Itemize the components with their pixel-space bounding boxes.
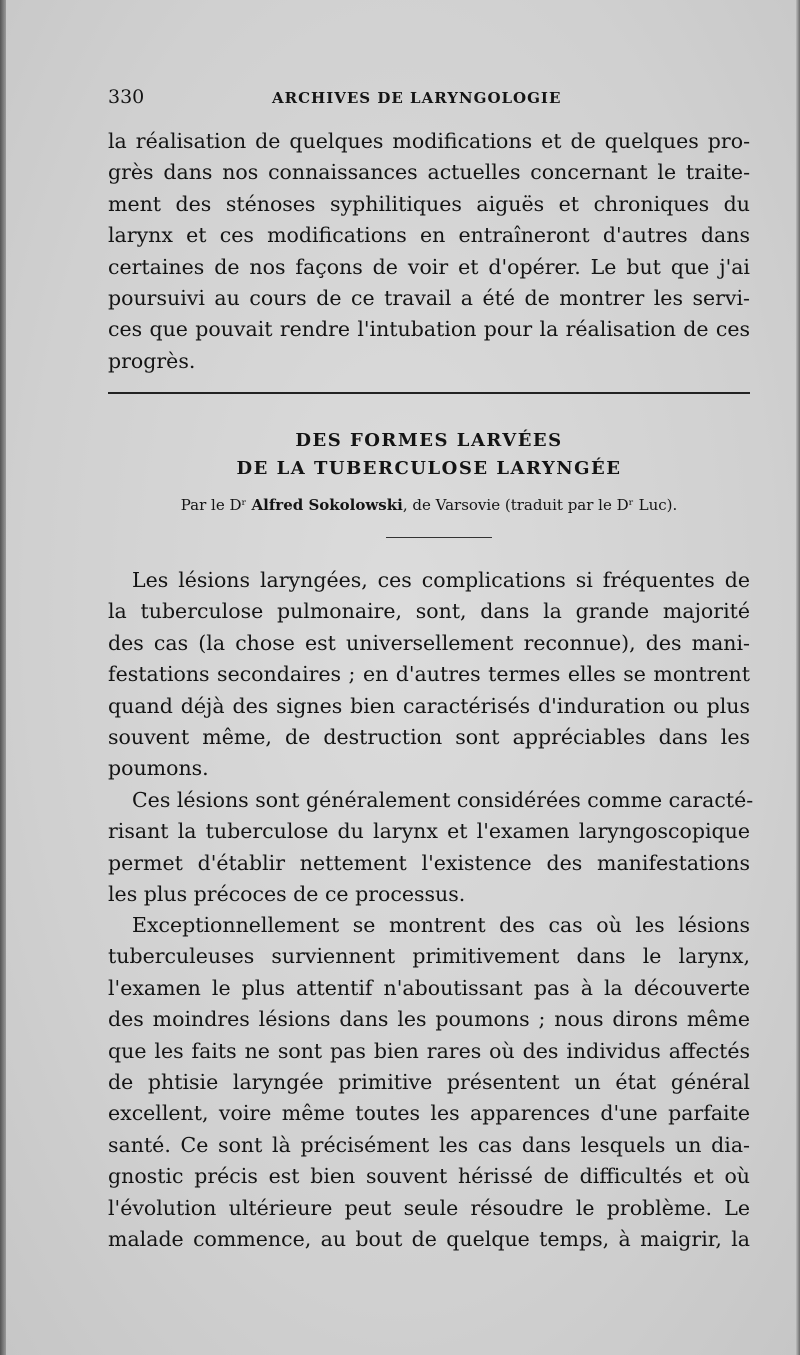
byline-prefix: Par le Dʳ [180, 496, 247, 514]
text-line: Ces lésions sont généralement considérées comme caracté- [132, 788, 754, 812]
text-line: tuberculeuses surviennent primitivement dans le larynx, [108, 944, 750, 969]
text-line: malade commence, au bout de quelque temps, à maigrir, la [108, 1227, 750, 1252]
text-line: ces que pouvait rendre l'intubation pour la réalisation de ces [108, 317, 750, 342]
page-number: 330 [108, 86, 145, 108]
text-line: poursuivi au cours de ce travail a été de montrer les servi- [108, 286, 750, 311]
text-line: poumons. [108, 756, 209, 781]
article-paragraph-2 [108, 785, 754, 911]
text-line: la tuberculose pulmonaire, sont, dans la grande majorité [108, 599, 750, 624]
text-line: l'évolution ultérieure peut seule résoudre le problème. Le [108, 1195, 750, 1220]
text-line: excellent, voire même toutes les apparences d'une parfaite [108, 1101, 750, 1126]
text-line: que les faits ne sont pas bien rares où des individus affectés [108, 1038, 750, 1063]
text-line: l'examen le plus attentif n'aboutissant pas à la découverte [108, 975, 750, 1000]
byline-divider [386, 537, 492, 538]
text-line: progrès. [108, 348, 196, 373]
section-divider [108, 392, 750, 394]
byline-author: Alfred Sokolowski [251, 496, 403, 514]
article-title-line-1: DES FORMES LARVÉES [295, 430, 563, 451]
text-line: santé. Ce sont là précisément les cas dans lesquels un dia- [108, 1132, 750, 1157]
page-right-edge [796, 0, 800, 1355]
text-line: gnostic précis est bien souvent hérissé de difficultés et où [108, 1164, 750, 1189]
text-line: festations secondaires ; en d'autres termes elles se montrent [108, 662, 750, 687]
text-line: des cas (la chose est universellement reconnue), des mani- [108, 630, 750, 655]
text-line: Exceptionnellement se montrent des cas où les lésions [132, 913, 750, 937]
text-line: risant la tuberculose du larynx et l'examen laryngoscopique [108, 819, 750, 844]
running-head [108, 86, 748, 116]
text-line: la réalisation de quelques modifications et de quelques pro- [108, 129, 750, 153]
article-paragraph-1 [108, 565, 750, 785]
text-line: grès dans nos connaissances actuelles concernant le traite- [108, 160, 750, 185]
text-line: souvent même, de destruction sont appréciables dans les [108, 725, 750, 750]
text-line: des moindres lésions dans les poumons ; nous dirons même [108, 1007, 750, 1032]
text-line: quand déjà des signes bien caractérisés d'induration ou plus [108, 693, 750, 718]
text-line: ment des sténoses syphilitiques aiguës et chroniques du [108, 191, 750, 216]
journal-title: ARCHIVES DE LARYNGOLOGIE [272, 89, 562, 107]
text-line: les plus précoces de ce processus. [108, 882, 466, 907]
byline-suffix: , de Varsovie (traduit par le Dʳ Luc). [402, 496, 678, 514]
article-title-line-2: DE LA TUBERCULOSE LARYNGÉE [236, 458, 622, 479]
article-paragraph-3 [108, 910, 750, 1255]
text-line: certaines de nos façons de voir et d'opérer. Le but que j'ai [108, 254, 750, 279]
continuation-paragraph [108, 126, 750, 377]
page-left-edge [0, 0, 6, 1355]
text-line: Les lésions laryngées, ces complications si fréquentes de [132, 568, 750, 592]
article-byline [108, 496, 750, 514]
text-line: larynx et ces modifications en entraîneront d'autres dans [108, 223, 750, 248]
text-line: permet d'établir nettement l'existence des manifestations [108, 850, 750, 875]
text-line: de phtisie laryngée primitive présentent un état général [108, 1070, 750, 1095]
